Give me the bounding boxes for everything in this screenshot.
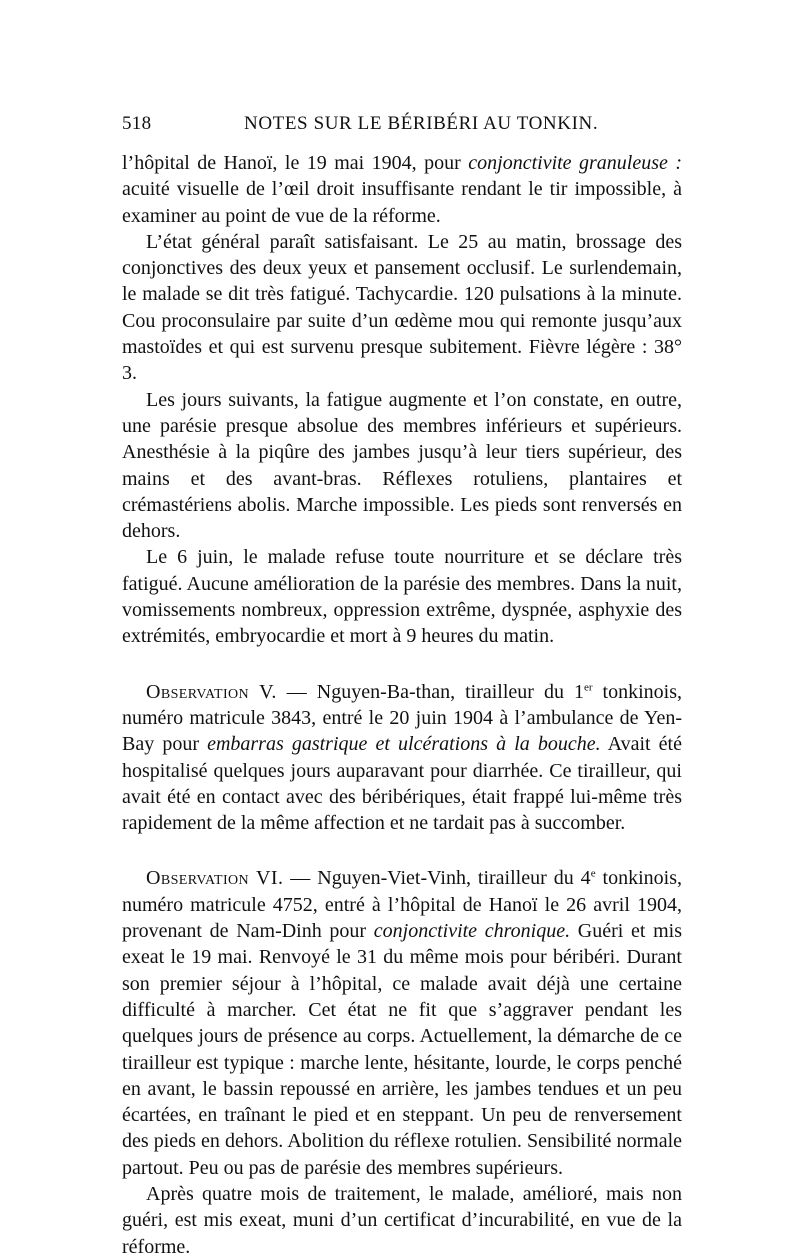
obs5-italic-diagnosis: embarras gastrique et ulcérations à la bouche. [207,733,601,756]
observation-6 [122,865,682,1181]
p1-text-b: acuité visuelle de l’œil droit insuffisante rendant le tir impossible, à examiner au point de vue de la réforme. [122,178,682,227]
obs6-italic-diagnosis: conjonctivite chronique. [373,920,571,943]
page-header [122,113,682,143]
body-text [122,150,682,1260]
obs6-text-a: — Nguyen-Viet-Vinh, tirailleur du 4 [283,867,591,890]
paragraph-2: L’état général paraît satisfaisant. Le 25 au matin, brossage des conjonctives des deux yeux et pansement occlusif. Le surlendemain, le malade se dit très fatigué. Tachycardie. 120 pulsations à la minute. Cou proconsulaire par suite d’un œdème mou qui remonte jusqu’aux mastoïdes et qui est survenu presque subitement. Fièvre légère : 38° 3. [122,230,682,385]
page-number: 518 [122,113,152,134]
obs5-text-b: tonkinois, numéro matricule 3843, entré le 20 juin 1904 à l’ambulance de Yen-Bay pour [122,680,682,756]
paragraph-7: Après quatre mois de traitement, le malade, amélioré, mais non guéri, est mis exeat, muni d’un certificat d’incurabilité, en vue de la réforme. [122,1182,682,1258]
observation-6-label: Observation VI. [146,867,284,890]
obs5-text-c: Avait été hospitalisé quelques jours auparavant pour diarrhée. Ce tirailleur, qui avait été en contact avec des béribériques, était frappé lui-même très rapidement de la même affection et ne tardait pas à succomber. [122,733,682,835]
running-title: NOTES SUR LE BÉRIBÉRI AU TONKIN. [244,113,599,134]
observation-5-label: Observation V. [146,680,277,703]
obs5-text-a: — Nguyen-Ba-than, tirailleur du 1 [276,680,584,703]
paragraph-3: Les jours suivants, la fatigue augmente et l’on constate, en outre, une parésie presque absolue des membres inférieurs et supérieurs. Anesthésie à la piqûre des jambes jusqu’à leur tiers supérieur, des mains et des avant-bras. Réflexes rotuliens, plantaires et crémastériens abolis. Marche impossible. Les pieds sont renversés en dehors. [122,388,682,543]
paragraph-1 [122,150,682,229]
observation-5 [122,679,682,837]
obs5-superscript: er [583,680,593,693]
obs6-superscript: e [590,867,596,880]
obs6-text-b: tonkinois, numéro matricule 4752, entré à l’hôpital de Hanoï le 26 avril 1904, provenant de Nam-Dinh pour [122,867,682,943]
obs6-text-c: Guéri et mis exeat le 19 mai. Renvoyé le 31 du même mois pour béribéri. Durant son premier séjour à l’hôpital, ce malade avait déjà une certaine difficulté à marcher. Cet état ne fit que s’aggraver pendant les quelques jours de présence au corps. Actuellement, la démarche de ce tirailleur est typique : marche lente, hésitante, lourde, le corps penché en avant, le bassin repoussé en arrière, les jambes tendues et un peu écartées, en traînant le pied et en steppant. Un peu de renversement des pieds en dehors. Abolition du réflexe rotulien. Sensibilité normale partout. Peu ou pas de parésie des membres supérieurs. [122,920,682,1179]
p1-italic-diagnosis: conjonctivite granuleuse : [468,152,683,174]
p1-text-a: l’hôpital de Hanoï, le 19 mai 1904, pour [122,152,469,174]
paragraph-4: Le 6 juin, le malade refuse toute nourriture et se déclare très fatigué. Aucune amélioration de la parésie des membres. Dans la nuit, vomissements nombreux, oppression extrême, dyspnée, asphyxie des extrémités, embryocardie et mort à 9 heures du matin. [122,546,682,648]
